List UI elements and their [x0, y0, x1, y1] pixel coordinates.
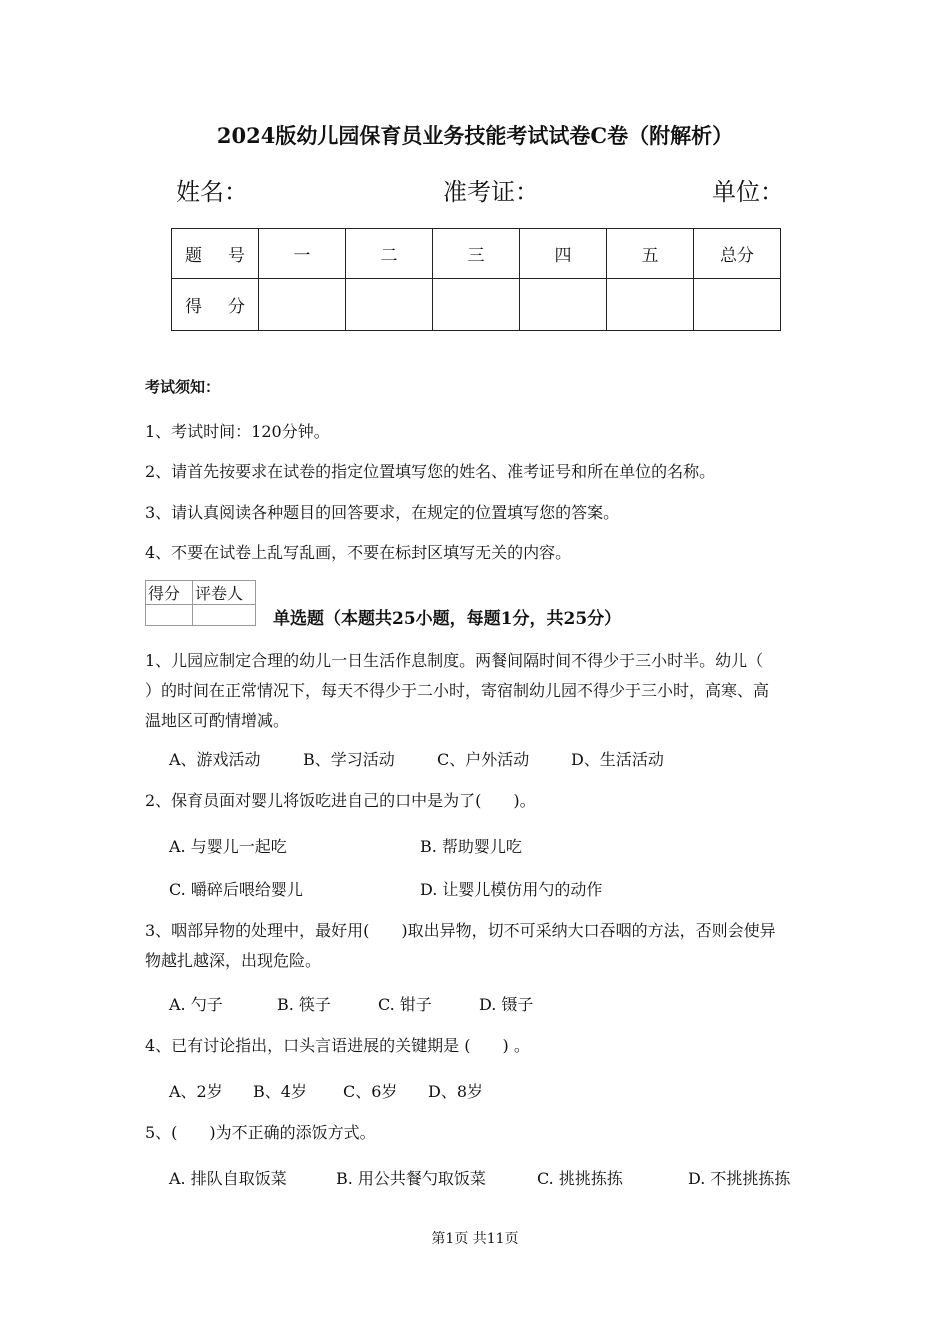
- page-footer: 第1页 共11页: [431, 1231, 519, 1247]
- column-header: 二: [346, 229, 433, 279]
- grader-score-label: 得分: [146, 581, 193, 605]
- stem-line: 物越扎越深，出现危险。: [145, 951, 322, 970]
- question-1-stem: [145, 646, 810, 736]
- grader-score-cell[interactable]: [146, 605, 193, 626]
- option[interactable]: A. 勺子: [169, 995, 223, 1014]
- option[interactable]: D、生活活动: [571, 750, 664, 769]
- column-header: 一: [259, 229, 346, 279]
- option[interactable]: A、2岁: [169, 1082, 223, 1101]
- option[interactable]: C、户外活动: [437, 750, 530, 769]
- question-2-stem: [145, 786, 810, 816]
- stem-line: 5、( )为不正确的添饭方式。: [145, 1123, 376, 1142]
- option[interactable]: C、6岁: [343, 1082, 398, 1101]
- notice-item: 3、请认真阅读各种题目的回答要求，在规定的位置填写您的答案。: [145, 503, 620, 522]
- score-row-header: [172, 279, 259, 331]
- score-cell[interactable]: [694, 279, 781, 331]
- option[interactable]: B、学习活动: [303, 750, 395, 769]
- exam-title: 2024版幼儿园保育员业务技能考试试卷C卷（附解析）: [216, 123, 734, 148]
- header-char: 号: [228, 246, 245, 266]
- option[interactable]: C. 钳子: [378, 995, 432, 1014]
- grader-name-label: 评卷人: [193, 581, 256, 605]
- notice-item: 4、不要在试卷上乱写乱画，不要在标封区填写无关的内容。: [145, 543, 572, 562]
- question-4-stem: [145, 1031, 810, 1061]
- stem-line: ）的时间在正常情况下，每天不得少于二小时，寄宿制幼儿园不得少于三小时，高寒、高: [145, 681, 770, 700]
- question-5-stem: [145, 1118, 810, 1148]
- name-field-label: 姓名：: [176, 178, 248, 206]
- option[interactable]: C. 嚼碎后喂给婴儿: [169, 880, 303, 899]
- unit-field-label: 单位：: [712, 178, 784, 206]
- column-header: 总分: [694, 229, 781, 279]
- exam-id-field-label: 准考证：: [443, 178, 539, 206]
- question-3-stem: [145, 916, 810, 976]
- stem-line: 2、保育员面对婴儿将饭吃进自己的口中是为了( )。: [145, 791, 536, 810]
- notice-heading: 考试须知：: [145, 378, 221, 396]
- option[interactable]: A、游戏活动: [169, 750, 261, 769]
- question-number-header: [172, 229, 259, 279]
- column-header: 三: [433, 229, 520, 279]
- score-cell[interactable]: [520, 279, 607, 331]
- option[interactable]: A. 与婴儿一起吃: [169, 837, 287, 856]
- header-char: 分: [228, 297, 245, 317]
- stem-line: 温地区可酌情增减。: [145, 711, 290, 730]
- stem-line: 1、儿园应制定合理的幼儿一日生活作息制度。两餐间隔时间不得少于三小时半。幼儿（: [145, 651, 764, 670]
- header-char: 得: [185, 297, 202, 317]
- option[interactable]: D、8岁: [428, 1082, 484, 1101]
- grader-name-cell[interactable]: [193, 605, 256, 626]
- option[interactable]: A. 排队自取饭菜: [169, 1169, 287, 1188]
- option[interactable]: B. 筷子: [277, 995, 331, 1014]
- option[interactable]: D. 镊子: [479, 995, 534, 1014]
- header-char: 题: [185, 246, 202, 266]
- grader-box: [145, 580, 256, 626]
- column-header: 四: [520, 229, 607, 279]
- option[interactable]: B. 用公共餐勺取饭菜: [336, 1169, 486, 1188]
- option[interactable]: C. 挑挑拣拣: [537, 1169, 623, 1188]
- score-table: [171, 228, 781, 331]
- option[interactable]: B、4岁: [253, 1082, 307, 1101]
- notice-item: 1、考试时间：120分钟。: [145, 422, 330, 441]
- score-cell[interactable]: [259, 279, 346, 331]
- option[interactable]: B. 帮助婴儿吃: [420, 837, 522, 856]
- score-table-score-row: [172, 279, 781, 331]
- score-table-header-row: [172, 229, 781, 279]
- stem-line: 3、咽部异物的处理中，最好用( )取出异物，切不可采纳大口吞咽的方法，否则会使异: [145, 921, 776, 940]
- notice-item: 2、请首先按要求在试卷的指定位置填写您的姓名、准考证号和所在单位的名称。: [145, 462, 716, 481]
- score-cell[interactable]: [433, 279, 520, 331]
- option[interactable]: D. 让婴儿模仿用勺的动作: [420, 880, 603, 899]
- column-header: 五: [607, 229, 694, 279]
- score-cell[interactable]: [346, 279, 433, 331]
- score-cell[interactable]: [607, 279, 694, 331]
- section-title: 单选题（本题共25小题，每题1分，共25分）: [273, 609, 622, 629]
- option[interactable]: D. 不挑挑拣拣: [688, 1169, 791, 1188]
- stem-line: 4、已有讨论指出，口头言语进展的关键期是 ( ) 。: [145, 1036, 530, 1055]
